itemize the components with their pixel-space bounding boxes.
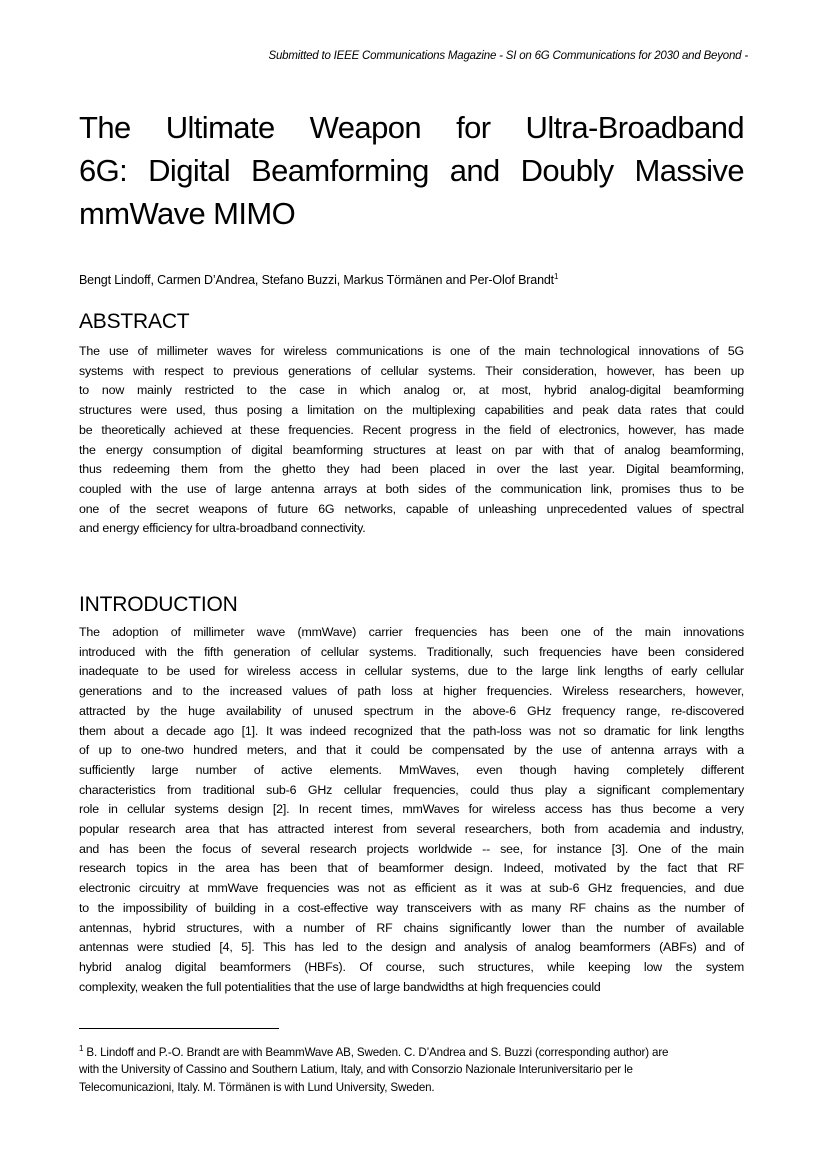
text-line: antennas, hybrid structures, with a number of RF chains significantly lower than the number of available	[79, 920, 744, 935]
text-line: to the impossibility of building in a cost-effective way transceivers with as many RF chains as the number of	[79, 900, 744, 915]
text-line: of up to one-two hundred meters, and that it could be compensated by the use of antenna arrays with a	[79, 743, 744, 758]
text-line: them about a decade ago [1]. It was indeed recognized that the path-loss was not so dramatic for link lengths	[79, 723, 744, 738]
introduction-body	[79, 623, 744, 997]
authors-text: Bengt Lindoff, Carmen D’Andrea, Stefano Buzzi, Markus Törmänen and Per-Olof Brandt	[79, 273, 554, 288]
title-line: 6G: Digital Beamforming and Doubly Massive	[79, 153, 744, 188]
text-line: and energy efficiency for ultra-broadband connectivity.	[79, 521, 366, 536]
text-line: thus redeeming them from the ghetto they had been placed in over the last year. Digital beamforming,	[79, 462, 744, 477]
author-list	[79, 272, 558, 287]
text-line: attracted by the huge availability of unused spectrum in the above-6 GHz frequency range, re-discovered	[79, 703, 744, 718]
text-line: The use of millimeter waves for wireless communications is one of the main technological innovations of 5G	[79, 344, 744, 358]
paper-title	[79, 106, 744, 235]
footnote-number: 1	[79, 1044, 84, 1053]
footnote-line: B. Lindoff and P.-O. Brandt are with BeammWave AB, Sweden. C. D’Andrea and S. Buzzi (corresponding author) are	[83, 1045, 669, 1059]
abstract-body	[79, 342, 744, 539]
footnote-line: Telecomunicazioni, Italy. M. Törmänen is with Lund University, Sweden.	[79, 1080, 435, 1094]
text-line: coupled with the use of large antenna arrays at both sides of the communication link, promises thus to be	[79, 481, 744, 496]
text-line: characteristics from traditional sub-6 GHz cellular frequencies, could thus play a significant complementary	[79, 782, 744, 797]
footnote-mark: 1	[554, 272, 559, 281]
text-line: to now mainly restricted to the case in which analog or, at most, hybrid analog-digital beamforming	[79, 383, 744, 398]
text-line: the energy consumption of digital beamforming structures at least on par with that of analog beamforming,	[79, 442, 744, 457]
text-line: structures were used, thus posing a limitation on the multiplexing capabilities and peak data rates that could	[79, 403, 744, 418]
footnote-divider	[79, 1028, 279, 1029]
text-line: research topics in the area has been that of beamformer design. Indeed, motivated by the fact that RF	[79, 861, 744, 876]
text-line: one of the secret weapons of future 6G networks, capable of unleashing unprecedented values of spectral	[79, 501, 744, 516]
title-line: mmWave MIMO	[79, 196, 296, 231]
title-line: The Ultimate Weapon for Ultra-Broadband	[79, 110, 744, 145]
footnote-line: with the University of Cassino and Southern Latium, Italy, and with Consorzio Nazionale Interuniversitario per le	[79, 1063, 633, 1077]
text-line: and has been the focus of several research projects worldwide -- see, for instance [3]. One of the main	[79, 841, 744, 856]
text-line: systems with respect to previous generations of cellular systems. Their consideration, however, has been up	[79, 363, 744, 378]
text-line: electronic circuitry at mmWave frequencies was not as efficient as it was at sub-6 GHz frequencies, and due	[79, 881, 744, 896]
text-line: The adoption of millimeter wave (mmWave) carrier frequencies has been one of the main innovations	[79, 625, 744, 639]
text-line: antennas were studied [4, 5]. This has led to the design and analysis of analog beamformers (ABFs) and of	[79, 940, 744, 955]
text-line: sufficiently large number of active elements. MmWaves, even though having completely different	[79, 762, 744, 777]
abstract-heading: ABSTRACT	[79, 310, 190, 333]
running-header: Submitted to IEEE Communications Magazine - SI on 6G Communications for 2030 and Beyond -	[268, 50, 748, 62]
text-line: introduced with the fifth generation of cellular systems. Traditionally, such frequencies have been considered	[79, 644, 744, 659]
text-line: popular research area that has attracted interest from several researchers, both from academia and industry,	[79, 822, 744, 837]
text-line: hybrid analog digital beamformers (HBFs). Of course, such structures, while keeping low the system	[79, 959, 744, 974]
footnote	[79, 1040, 749, 1096]
text-line: inadequate to be used for wireless access in cellular systems, due to the large link lengths of early cellular	[79, 664, 744, 679]
text-line: role in cellular systems design [2]. In recent times, mmWaves for wireless access has thus become a very	[79, 802, 744, 817]
text-line: complexity, weaken the full potentialities that the use of large bandwidths at high frequencies could	[79, 979, 601, 994]
introduction-heading: INTRODUCTION	[79, 593, 238, 616]
text-line: generations and to the increased values of path loss at higher frequencies. Wireless researchers, however,	[79, 684, 744, 699]
text-line: be theoretically achieved at these frequencies. Recent progress in the field of electronics, however, has made	[79, 422, 744, 437]
